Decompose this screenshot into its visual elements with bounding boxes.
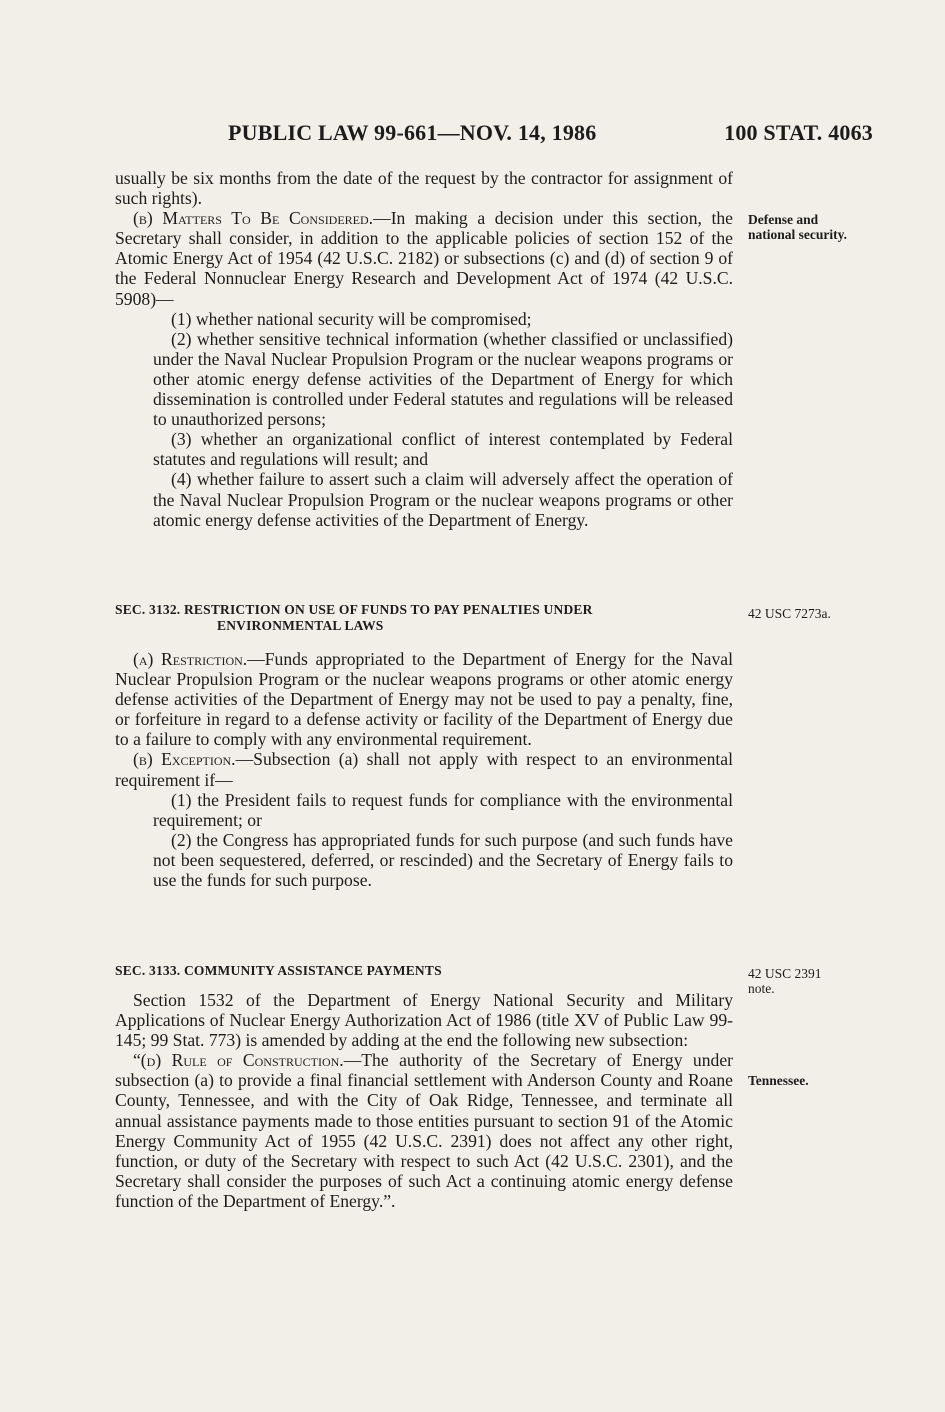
subsection-text: —In making a decision under this section, the Secretary shall consider, in addition to the applicable policies of section 152 of the Atomic Energy Act of 1954 (42 U.S.C. 2182) or subsections (c) and (d) of section 9 of the Federal Nonnuclear Energy Research and Development Act of 1974 (42 U.S.C. 5908)— [115,208,733,309]
subsection-heading: (b) Matters To Be Considered. [133,208,374,229]
margin-note-usc-2391: 42 USC 2391 note. [748,966,822,996]
running-title: PUBLIC LAW 99-661—NOV. 14, 1986 [228,120,597,145]
subsection-heading: (b) Exception. [133,749,236,770]
section-3132-heading [115,602,733,634]
stat-page-number: 100 STAT. 4063 [724,120,873,145]
subsection-heading: (a) Restriction. [133,649,248,669]
subsection-heading: “(d) Rule of Construction. [133,1050,344,1071]
section-heading-line: ENVIRONMENTAL LAWS [217,618,384,633]
subsection-b-exception [115,749,733,789]
margin-note-tennessee: Tennessee. [748,1073,809,1088]
section-heading-line: SEC. 3132. RESTRICTION ON USE OF FUNDS TO PAY PENALTIES UNDER [115,602,593,617]
subsection-text: —The authority of the Secretary of Energy under subsection (a) to provide a final financial settlement with Anderson County and Roane County, Tennessee, and with the City of Oak Ridge, Tennessee, and terminate all annual assistance payments made to those entities pursuant to section 91 of the Atomic Energy Community Act of 1955 (42 U.S.C. 2391) does not affect any other right, function, or duty of the Secretary with respect to such Act (42 U.S.C. 2301), and the Secretary shall consider the purposes of such Act a continuing atomic energy defense function of the Department of Energy.”. [115,1050,733,1211]
list-item: (4) whether failure to assert such a claim will adversely affect the operation of the Naval Nuclear Propulsion Program or the nuclear weapons programs or other atomic energy defense activities of the Department of Energy. [153,469,733,530]
section-3133-heading [115,963,733,979]
section-intro: Section 1532 of the Department of Energy National Security and Military Applications of Nuclear Energy Authorization Act of 1986 (title XV of Public Law 99-145; 99 Stat. 773) is amended by adding at the end the following new subsection: [115,990,733,1051]
subsection-text: —Funds appropriated to the Department of Energy for the Naval Nuclear Propulsion Program or the nuclear weapons programs or other atomic energy defense activities of the Department of Energy may not be used to pay a penalty, fine, or forfeiture in regard to a defense activity or facility of the Department of Energy due to a failure to comply with any environmental requirement. [115,649,733,750]
subsection-b-matters [115,208,733,308]
subsection-a-restriction [115,649,733,749]
list-item: (2) the Congress has appropriated funds for such purpose (and such funds have not been sequestered, deferred, or rescinded) and the Secretary of Energy fails to use the funds for such purpose. [153,829,733,891]
list-item: (1) whether national security will be compromised; [171,308,532,329]
subsection-text: —Subsection (a) shall not apply with respect to an environmental requirement if— [115,749,733,790]
section-3132-body [115,649,733,890]
margin-note-usc-7273a: 42 USC 7273a. [748,606,831,621]
list-item: (1) the President fails to request funds for compliance with the environmental requirement; or [153,789,733,830]
subsection-d-rule [115,1050,733,1211]
section-3133-body [115,990,733,1211]
section-continuation [115,168,733,530]
continuation-paragraph: usually be six months from the date of the request by the contractor for assignment of such rights). [115,168,733,209]
margin-note-defense: Defense and national security. [748,212,848,242]
list-item: (2) whether sensitive technical information (whether classified or unclassified) under the Naval Nuclear Propulsion Program or the nuclear weapons programs or other atomic energy defense activities of the Department of Energy for which dissemination is controlled under Federal statutes and regulations will be released to unauthorized persons; [153,328,733,430]
section-heading-line: SEC. 3133. COMMUNITY ASSISTANCE PAYMENTS [115,963,442,978]
list-item: (3) whether an organizational conflict of interest contemplated by Federal statutes and regulations will result; and [153,429,733,470]
